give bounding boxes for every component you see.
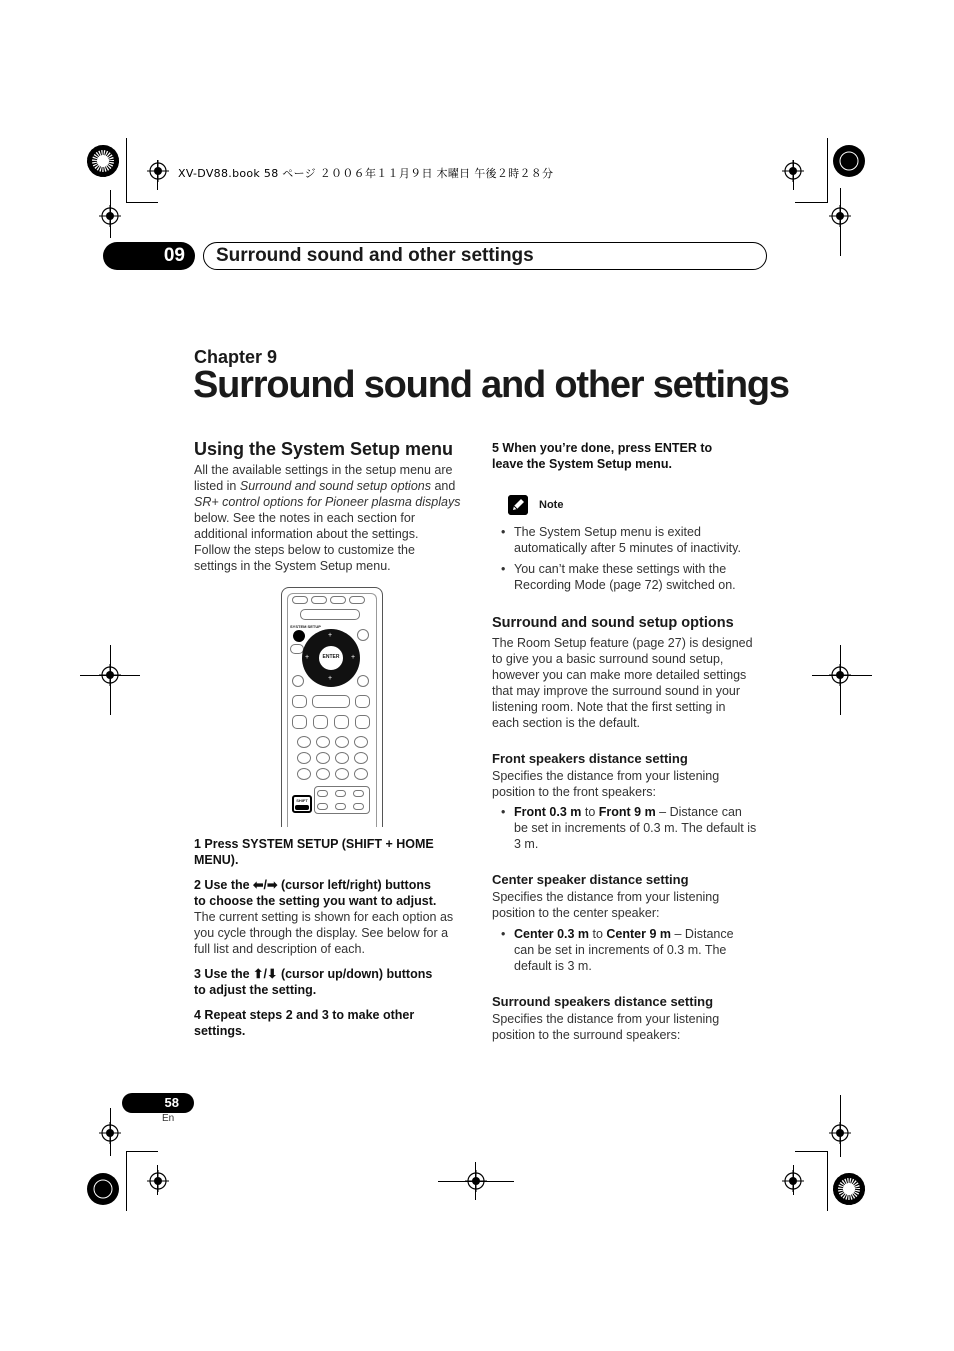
step-3: 3 Use the ⬆/⬇ (cursor up/down) buttons to adjust the setting. xyxy=(194,967,433,997)
registration-mark-icon xyxy=(86,144,120,178)
front-speakers-description: Specifies the distance from your listening position to the front speakers: xyxy=(492,769,720,799)
enter-button-label: ENTER xyxy=(322,654,340,660)
intro-paragraph: All the available settings in the setup menu are listed in Surround and sound setup options and SR+ control options for Pioneer plasma displays below. See the notes in each section for additional information about the settings. Follow the steps below to customize the settings in the System Setup menu. xyxy=(194,463,461,573)
step-1: 1 Press SYSTEM SETUP (SHIFT + HOME MENU). xyxy=(194,837,434,867)
surround-speakers-heading: Surround speakers distance setting xyxy=(492,994,714,1009)
front-speakers-heading: Front speakers distance setting xyxy=(492,751,688,766)
section-heading-system-setup: Using the System Setup menu xyxy=(194,439,454,459)
center-speaker-description: Specifies the distance from your listening position to the center speaker: xyxy=(492,890,720,920)
crosshair-icon xyxy=(99,664,121,686)
system-setup-label: SYSTEM SETUP xyxy=(290,624,321,629)
page-number: 58 xyxy=(122,1093,194,1113)
step-2: 2 Use the ⬅/➡ (cursor left/right) buttons to choose the setting you want to adjust. xyxy=(194,878,437,908)
chapter-label: Chapter 9 xyxy=(194,347,278,367)
note-label: Note xyxy=(539,499,564,511)
chapter-header-title: Surround sound and other settings xyxy=(216,245,534,266)
step-2-description: The current setting is shown for each option as you cycle through the display. See below for a full list and description of each. xyxy=(194,910,454,956)
crosshair-icon xyxy=(99,1122,121,1144)
crosshair-icon xyxy=(147,160,169,182)
crosshair-icon xyxy=(99,205,121,227)
crosshair-icon xyxy=(465,1170,487,1192)
crosshair-icon xyxy=(829,1122,851,1144)
section-heading-surround-options: Surround and sound setup options xyxy=(492,615,734,631)
registration-mark-icon xyxy=(86,1172,120,1206)
chapter-number-badge: 09 xyxy=(103,242,195,270)
shift-button-label: SHIFT xyxy=(296,798,308,803)
crosshair-icon xyxy=(829,205,851,227)
step-5: 5 When you’re done, press ENTER to leave the System Setup menu. xyxy=(492,441,713,471)
note-bullet-2: • You can’t make these settings with the Recording Mode (page 72) switched on. xyxy=(492,561,736,593)
center-speaker-bullet: • Center 0.3 m to Center 9 m – Distance can be set in increments of 0.3 m. The default is 3 m. xyxy=(492,926,734,974)
book-info: XV-DV88.book 58 ページ ２００６年１１月９日 木曜日 午後２時２８分 xyxy=(178,167,554,180)
crosshair-icon xyxy=(829,664,851,686)
crosshair-icon xyxy=(147,1170,169,1192)
front-speakers-bullet: • Front 0.3 m to Front 9 m – Distance can be set in increments of 0.3 m. The default is 3 m. xyxy=(492,804,756,852)
note-bullet-1: • The System Setup menu is exited automatically after 5 minutes of inactivity. xyxy=(492,524,741,556)
page-language: En xyxy=(162,1113,175,1124)
surround-speakers-description: Specifies the distance from your listening position to the surround speakers: xyxy=(492,1012,720,1042)
crosshair-icon xyxy=(782,1170,804,1192)
registration-mark-icon xyxy=(832,144,866,178)
step-4: 4 Repeat steps 2 and 3 to make other settings. xyxy=(194,1008,415,1038)
crosshair-icon xyxy=(782,160,804,182)
center-speaker-heading: Center speaker distance setting xyxy=(492,872,689,887)
surround-options-paragraph: The Room Setup feature (page 27) is designed to give you a basic surround sound setup, however you can make more detailed settings that may improve the surround sound in your listening room. Note that the first setting in each section is the default. xyxy=(492,636,753,730)
registration-mark-icon xyxy=(832,1172,866,1206)
chapter-title: Surround sound and other settings xyxy=(193,364,789,406)
note-pencil-icon xyxy=(508,495,528,515)
